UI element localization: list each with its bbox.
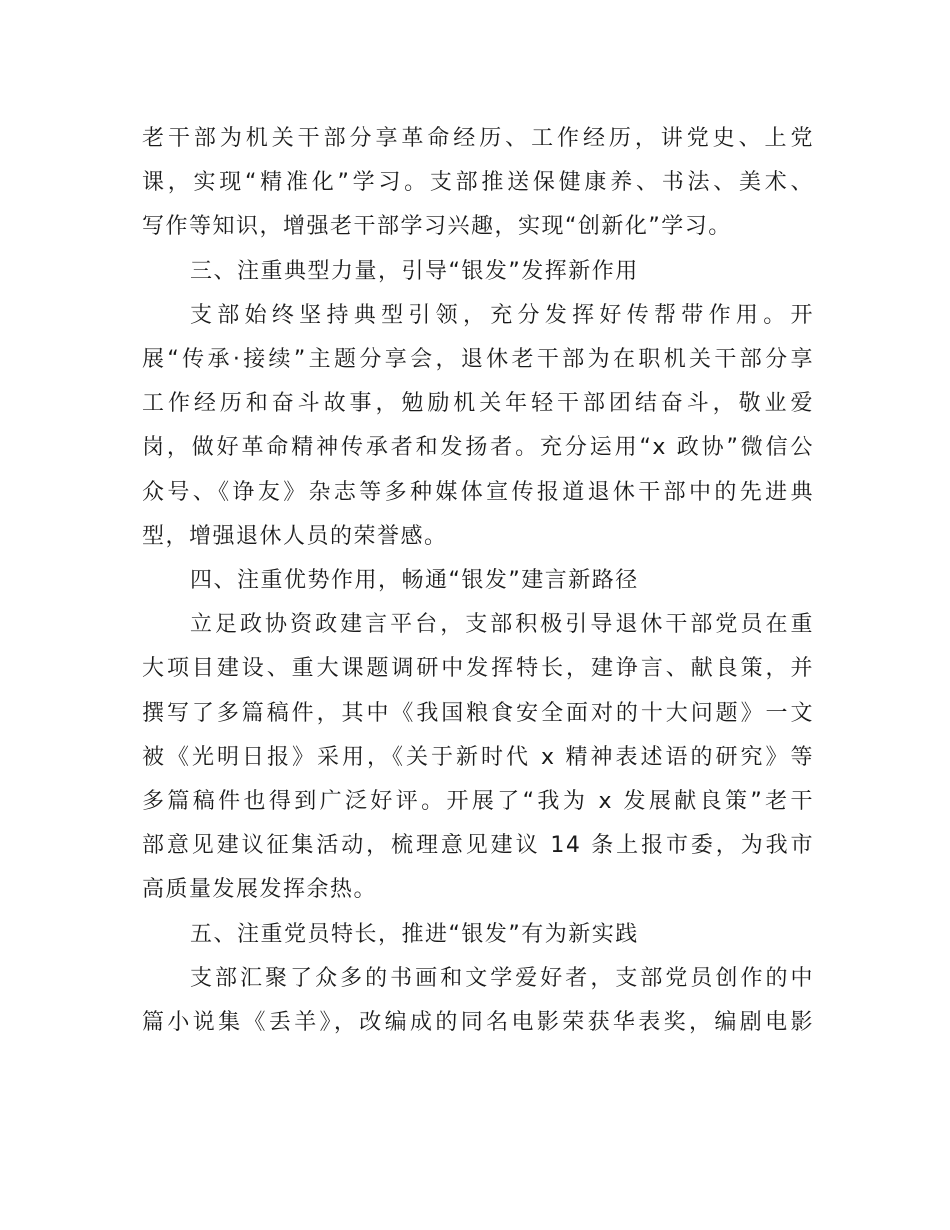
text-line: 岗，做好革命精神传承者和发扬者。充分运用“x 政协”微信公: [142, 435, 814, 461]
text-line: 课，实现“精准化”学习。支部推送保健康养、书法、美术、: [142, 170, 814, 196]
text-line: 老干部为机关干部分享革命经历、工作经历，讲党史、上党: [142, 126, 814, 151]
text-line: 篇小说集《丢羊》，改编成的同名电影荣获华表奖，编剧电影: [142, 1010, 814, 1036]
text-line: 众号、《诤友》杂志等多种媒体宣传报道退休干部中的先进典: [142, 479, 814, 505]
text-line: 五、注重党员特长，推进“银发”有为新实践: [190, 921, 639, 947]
document-body: [142, 117, 814, 1045]
section-heading: [142, 250, 814, 294]
text-line: 多篇稿件也得到广泛好评。开展了“我为 x 发展献良策”老干: [142, 789, 814, 815]
text-line: 支部始终坚持典型引领，充分发挥好传帮带作用。开: [190, 302, 814, 328]
text-line: 写作等知识，增强老干部学习兴趣，实现“创新化”学习。: [142, 214, 732, 240]
text-line: 部意见建议征集活动，梳理意见建议 14 条上报市委，为我市: [142, 833, 814, 859]
text-line: 支部汇聚了众多的书画和文学爱好者，支部党员创作的中: [190, 965, 814, 991]
text-line: 四、注重优势作用，畅通“银发”建言新路径: [190, 568, 639, 594]
text-line: 高质量发展发挥余热。: [142, 877, 378, 903]
text-line: 三、注重典型力量，引导“银发”发挥新作用: [190, 258, 639, 284]
body-paragraph: [142, 294, 814, 559]
section-heading: [142, 559, 814, 603]
text-line: 撰写了多篇稿件，其中《我国粮食安全面对的十大问题》一文: [142, 700, 814, 726]
text-line: 型，增强退休人员的荣誉感。: [142, 523, 448, 549]
section-heading: [142, 913, 814, 957]
text-line: 工作经历和奋斗故事，勉励机关年轻干部团结奋斗，敬业爱: [142, 391, 814, 417]
text-line: 立足政协资政建言平台，支部积极引导退休干部党员在重: [190, 612, 814, 638]
text-line: 大项目建设、重大课题调研中发挥特长，建诤言、献良策，并: [142, 656, 814, 682]
body-paragraph: [142, 117, 814, 250]
text-line: 展“传承·接续”主题分享会，退休老干部为在职机关干部分享: [142, 347, 814, 373]
text-line: 被《光明日报》采用，《关于新时代 x 精神表述语的研究》等: [142, 744, 814, 770]
body-paragraph: [142, 603, 814, 912]
body-paragraph: [142, 957, 814, 1045]
